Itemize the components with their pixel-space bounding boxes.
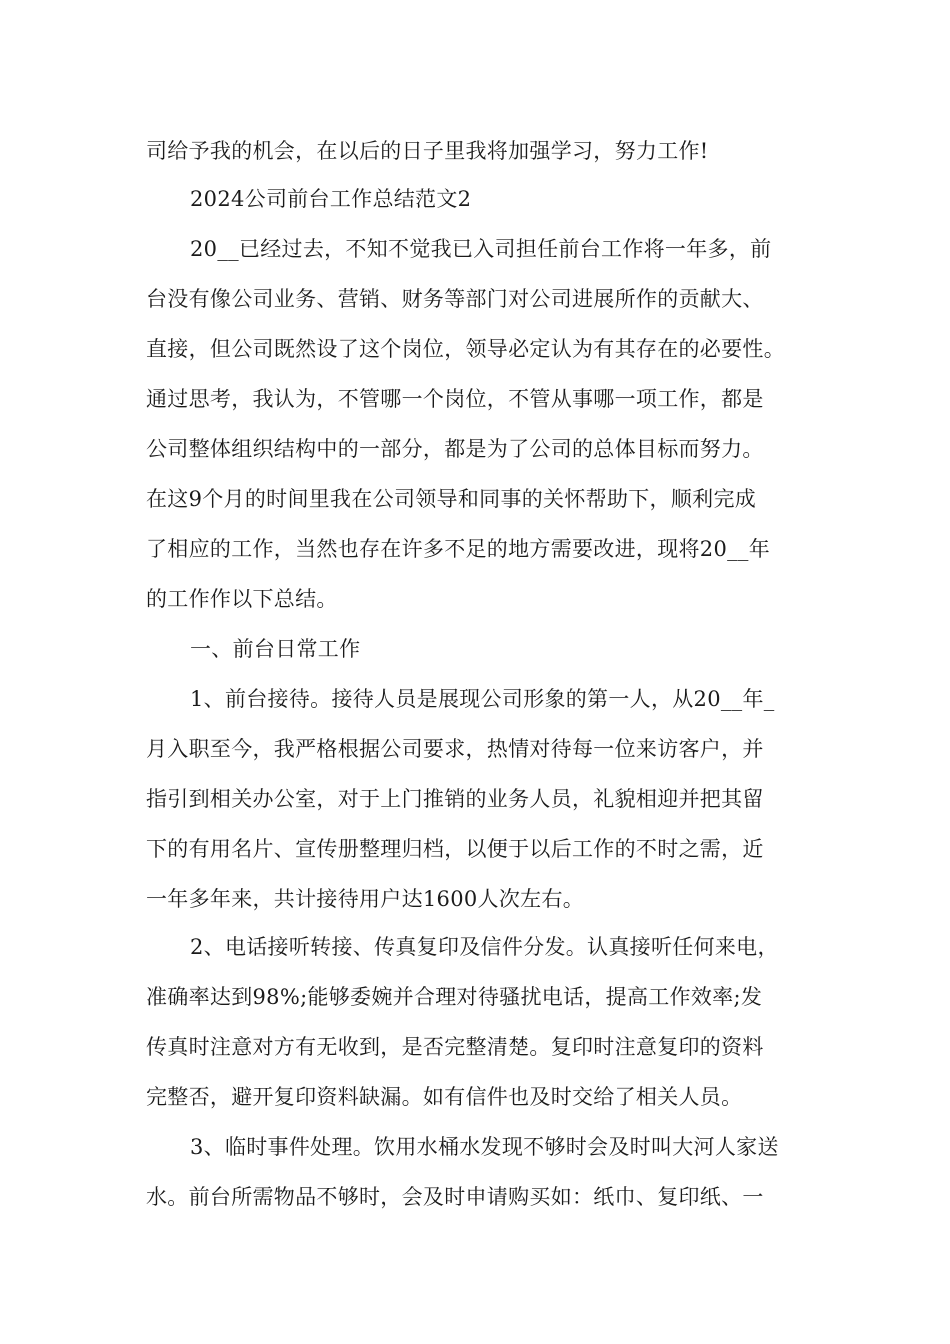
section-heading: 2024公司前台工作总结范文2 <box>190 187 472 211</box>
text-line: 1、前台接待。接待人员是展现公司形象的第一人，从20__年_ <box>190 687 775 711</box>
text-line: 台没有像公司业务、营销、财务等部门对公司进展所作的贡献大、 <box>146 287 764 311</box>
text-line: 一年多年来，共计接待用户达1600人次左右。 <box>146 887 585 911</box>
text-line: 司给予我的机会，在以后的日子里我将加强学习，努力工作! <box>146 139 709 163</box>
text-line: 2、电话接听转接、传真复印及信件分发。认真接听任何来电， <box>190 935 779 959</box>
text-line: 月入职至今，我严格根据公司要求，热情对待每一位来访客户，并 <box>146 737 764 761</box>
text-line: 20__已经过去，不知不觉我已入司担任前台工作将一年多，前 <box>190 237 772 261</box>
text-line: 准确率达到98%;能够委婉并合理对待骚扰电话，提高工作效率;发 <box>146 985 763 1009</box>
text-line: 传真时注意对方有无收到，是否完整清楚。复印时注意复印的资料 <box>146 1035 764 1059</box>
text-line: 指引到相关办公室，对于上门推销的业务人员，礼貌相迎并把其留 <box>146 787 764 811</box>
text-line: 在这9个月的时间里我在公司领导和同事的关怀帮助下，顺利完成 <box>146 487 757 511</box>
text-line: 下的有用名片、宣传册整理归档，以便于以后工作的不时之需，近 <box>146 837 764 861</box>
text-line: 3、临时事件处理。饮用水桶水发现不够时会及时叫大河人家送 <box>190 1135 779 1159</box>
subsection-heading: 一、前台日常工作 <box>190 637 361 661</box>
text-line: 通过思考，我认为，不管哪一个岗位，不管从事哪一项工作，都是 <box>146 387 764 411</box>
text-line: 完整否，避开复印资料缺漏。如有信件也及时交给了相关人员。 <box>146 1085 743 1109</box>
text-line: 公司整体组织结构中的一部分，都是为了公司的总体目标而努力。 <box>146 437 764 461</box>
text-line: 水。前台所需物品不够时，会及时申请购买如：纸巾、复印纸、一 <box>146 1185 764 1209</box>
text-line: 直接，但公司既然设了这个岗位，领导必定认为有其存在的必要性。 <box>146 337 785 361</box>
text-line: 的工作作以下总结。 <box>146 587 338 611</box>
text-line: 了相应的工作，当然也存在许多不足的地方需要改进，现将20__年 <box>146 537 771 561</box>
